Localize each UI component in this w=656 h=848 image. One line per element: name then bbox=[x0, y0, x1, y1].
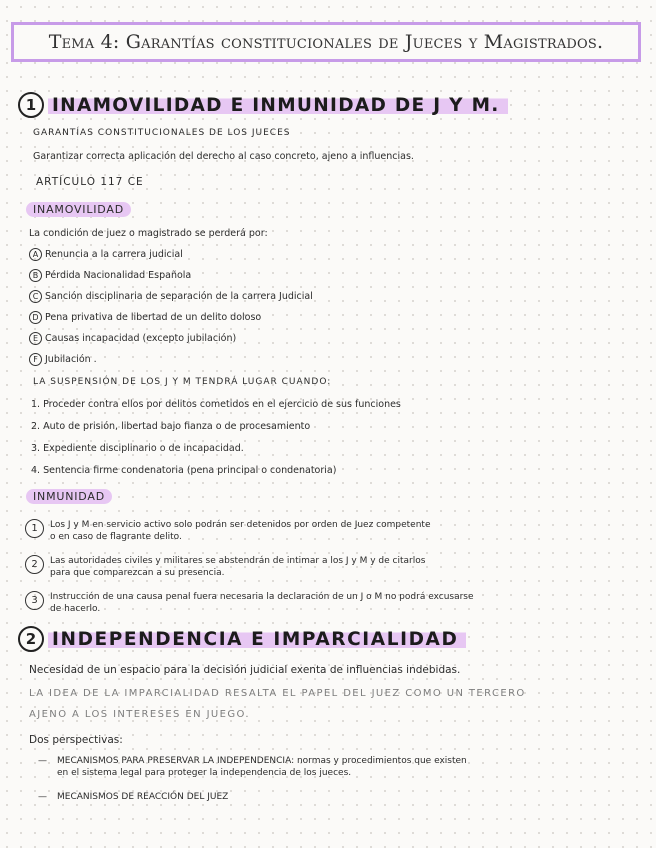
inmunidad-label: INMUNIDAD bbox=[26, 489, 112, 504]
item-line: MECANISMOS DE REACCIÓN DEL JUEZ bbox=[57, 792, 229, 802]
section-1-subtitle: GARANTÍAS CONSTITUCIONALES DE LOS JUECES bbox=[33, 128, 291, 138]
perspective-item bbox=[38, 791, 228, 803]
item-line: para que comparezcan a su presencia. bbox=[50, 568, 225, 578]
item-line: MECANISMOS PARA PRESERVAR LA INDEPENDENCIA: normas y procedimientos que existen bbox=[57, 756, 467, 766]
inmunidad-item bbox=[25, 555, 425, 579]
list-item bbox=[29, 353, 97, 366]
inmunidad-item bbox=[25, 591, 474, 615]
item-line: Instrucción de una causa penal fuera necesaria la declaración de un J o M no podrá excusarse bbox=[50, 592, 474, 602]
list-item bbox=[29, 311, 261, 324]
list-item bbox=[29, 332, 236, 345]
item-text: Pérdida Nacionalidad Española bbox=[45, 270, 192, 281]
article-reference: ARTÍCULO 117 CE bbox=[36, 176, 144, 188]
section-1-heading bbox=[18, 92, 508, 118]
item-number: 2 bbox=[25, 555, 44, 574]
suspension-item: 4. Sentencia firme condenatoria (pena principal o condenatoria) bbox=[31, 465, 337, 476]
section-2-number: 2 bbox=[18, 626, 44, 652]
inamovilidad-label: INAMOVILIDAD bbox=[26, 202, 131, 217]
section-1-title: INAMOVILIDAD E INMUNIDAD DE J Y M. bbox=[48, 94, 508, 117]
section-1-number: 1 bbox=[18, 92, 44, 118]
section-1-intro: Garantizar correcta aplicación del derecho al caso concreto, ajeno a influencias. bbox=[33, 151, 414, 162]
dash-bullet: — bbox=[38, 792, 47, 802]
item-letter: C bbox=[29, 290, 42, 303]
perspectives-label: Dos perspectivas: bbox=[29, 734, 123, 746]
item-letter: F bbox=[29, 353, 42, 366]
list-item bbox=[29, 248, 183, 261]
section-2-intro: Necesidad de un espacio para la decisión judicial exenta de influencias indebidas. bbox=[29, 664, 461, 676]
dash-bullet: — bbox=[38, 756, 47, 766]
item-letter: A bbox=[29, 248, 42, 261]
perspective-item bbox=[38, 755, 467, 779]
suspension-title: LA SUSPENSIÓN DE LOS J Y M TENDRÁ LUGAR CUANDO: bbox=[33, 377, 332, 387]
item-text: Renuncia a la carrera judicial bbox=[45, 249, 183, 260]
item-number: 1 bbox=[25, 519, 44, 538]
item-line: de hacerlo. bbox=[50, 604, 101, 614]
section-2-heading bbox=[18, 626, 466, 652]
item-line: en el sistema legal para proteger la independencia de los jueces. bbox=[57, 768, 352, 778]
suspension-item: 2. Auto de prisión, libertad bajo fianza o de procesamiento bbox=[31, 421, 311, 432]
title-box bbox=[11, 22, 641, 62]
page-title: Tema 4: Garantías constitucionales de Jueces y Magistrados. bbox=[48, 31, 604, 53]
section-2-title: INDEPENDENCIA E IMPARCIALIDAD bbox=[48, 628, 466, 651]
inmunidad-item bbox=[25, 519, 431, 543]
item-text: Jubilación . bbox=[45, 354, 97, 365]
suspension-item: 3. Expediente disciplinario o de incapacidad. bbox=[31, 443, 244, 454]
item-text: Pena privativa de libertad de un delito doloso bbox=[45, 312, 262, 323]
item-letter: E bbox=[29, 332, 42, 345]
imparcialidad-note: LA IDEA DE LA IMPARCIALIDAD RESALTA EL PAPEL DEL JUEZ COMO UN TERCERO bbox=[29, 688, 526, 699]
suspension-item: 1. Proceder contra ellos por delitos cometidos en el ejercicio de sus funciones bbox=[31, 399, 401, 410]
item-line: Los J y M en servicio activo solo podrán ser detenidos por orden de Juez competente bbox=[50, 520, 431, 530]
item-line: o en caso de flagrante delito. bbox=[50, 532, 182, 542]
list-item bbox=[29, 269, 191, 282]
item-letter: D bbox=[29, 311, 42, 324]
item-line: Las autoridades civiles y militares se abstendrán de intimar a los J y M y de citarlos bbox=[50, 556, 426, 566]
item-number: 3 bbox=[25, 591, 44, 610]
list-item bbox=[29, 290, 313, 303]
item-letter: B bbox=[29, 269, 42, 282]
item-text: Causas incapacidad (excepto jubilación) bbox=[45, 333, 237, 344]
inamovilidad-lead: La condición de juez o magistrado se perderá por: bbox=[29, 228, 268, 239]
imparcialidad-note: AJENO A LOS INTERESES EN JUEGO. bbox=[29, 709, 250, 720]
item-text: Sanción disciplinaria de separación de la carrera Judicial bbox=[45, 291, 313, 302]
